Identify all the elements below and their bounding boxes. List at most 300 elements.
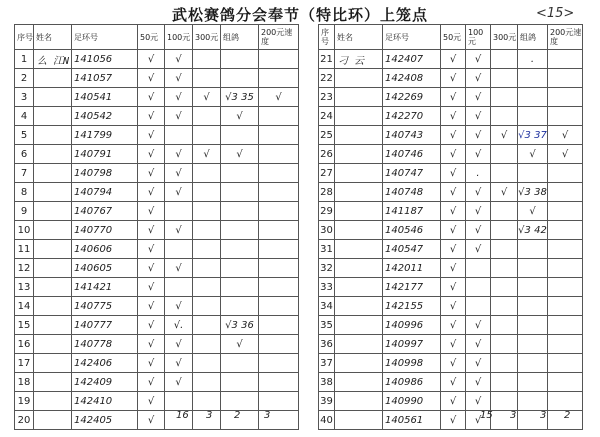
owner-name — [34, 126, 72, 145]
mark-200-speed — [259, 50, 299, 69]
mark-200-speed — [548, 202, 583, 221]
ring-number: 142269 — [383, 88, 441, 107]
total-combo: 2 — [234, 410, 241, 421]
owner-name: 么 江N — [34, 50, 72, 69]
mark-200-speed — [259, 297, 299, 316]
row-index: 39 — [319, 392, 335, 411]
owner-name — [335, 240, 383, 259]
mark-200-speed — [259, 164, 299, 183]
mark-100: √ — [165, 50, 193, 69]
mark-300 — [193, 354, 221, 373]
row-index: 24 — [319, 107, 335, 126]
mark-combo: √3 35 — [221, 88, 259, 107]
mark-50: √ — [138, 183, 165, 202]
mark-200-speed — [259, 145, 299, 164]
mark-300 — [491, 145, 518, 164]
owner-name — [335, 354, 383, 373]
owner-name — [335, 278, 383, 297]
row-index: 30 — [319, 221, 335, 240]
col-header-300: 300元 — [193, 25, 221, 50]
mark-300: √ — [491, 126, 518, 145]
mark-50: √ — [138, 88, 165, 107]
table-row — [319, 316, 583, 335]
ring-number: 142155 — [383, 297, 441, 316]
mark-50: √ — [138, 392, 165, 411]
mark-200-speed — [259, 183, 299, 202]
row-index: 10 — [15, 221, 34, 240]
col-header-50: 50元 — [138, 25, 165, 50]
mark-300 — [491, 373, 518, 392]
mark-50: √ — [441, 411, 466, 430]
row-index: 8 — [15, 183, 34, 202]
table-row — [319, 335, 583, 354]
mark-300 — [193, 335, 221, 354]
mark-50: √ — [441, 202, 466, 221]
mark-50: √ — [441, 88, 466, 107]
table-row — [15, 392, 299, 411]
ring-number: 140606 — [72, 240, 138, 259]
mark-100: √ — [466, 88, 491, 107]
mark-combo — [221, 259, 259, 278]
owner-name — [335, 316, 383, 335]
mark-100 — [165, 126, 193, 145]
mark-combo: √3 38 — [518, 183, 548, 202]
mark-50: √ — [138, 373, 165, 392]
owner-name — [34, 88, 72, 107]
right-totals — [318, 410, 582, 424]
mark-300 — [491, 392, 518, 411]
table-row — [15, 240, 299, 259]
mark-200-speed — [548, 164, 583, 183]
mark-100: √ — [466, 202, 491, 221]
mark-300 — [193, 278, 221, 297]
mark-200-speed — [548, 69, 583, 88]
mark-50: √ — [441, 392, 466, 411]
mark-100: √ — [165, 335, 193, 354]
row-index: 2 — [15, 69, 34, 88]
row-index: 12 — [15, 259, 34, 278]
ring-number: 140747 — [383, 164, 441, 183]
ring-number: 140778 — [72, 335, 138, 354]
mark-50: √ — [441, 164, 466, 183]
mark-300: √ — [193, 145, 221, 164]
mark-300 — [491, 316, 518, 335]
mark-300 — [193, 107, 221, 126]
mark-100 — [165, 202, 193, 221]
mark-300 — [193, 183, 221, 202]
owner-name — [335, 392, 383, 411]
mark-combo — [518, 88, 548, 107]
col-header-ring: 足环号 — [72, 25, 138, 50]
mark-300: √ — [491, 183, 518, 202]
mark-300 — [491, 164, 518, 183]
owner-name — [34, 335, 72, 354]
owner-name — [335, 297, 383, 316]
owner-name — [335, 88, 383, 107]
mark-100: √ — [466, 145, 491, 164]
mark-100: √ — [466, 50, 491, 69]
row-index: 18 — [15, 373, 34, 392]
mark-200-speed — [548, 221, 583, 240]
mark-300 — [491, 278, 518, 297]
mark-50: √ — [441, 50, 466, 69]
col-header-combo: 组鸽 — [221, 25, 259, 50]
mark-100: √ — [165, 354, 193, 373]
table-row — [15, 202, 299, 221]
mark-50: √ — [138, 240, 165, 259]
mark-200-speed — [548, 183, 583, 202]
page-title: 武松赛鸽分会奉节（特比环）上笼点 — [171, 6, 428, 24]
table-row — [319, 88, 583, 107]
mark-50: √ — [138, 411, 165, 430]
ring-number: 140746 — [383, 145, 441, 164]
mark-100: √ — [165, 164, 193, 183]
ring-number: 140777 — [72, 316, 138, 335]
owner-name — [335, 373, 383, 392]
row-index: 23 — [319, 88, 335, 107]
mark-combo — [221, 50, 259, 69]
mark-100: √ — [466, 411, 491, 430]
mark-100: . — [466, 164, 491, 183]
table-row — [319, 221, 583, 240]
table-row — [319, 278, 583, 297]
col-header-200-speed: 200元速度 — [548, 25, 583, 50]
mark-100: √ — [466, 69, 491, 88]
mark-100 — [466, 278, 491, 297]
row-index: 35 — [319, 316, 335, 335]
mark-200-speed — [548, 107, 583, 126]
mark-combo — [518, 107, 548, 126]
mark-300 — [491, 202, 518, 221]
mark-300 — [193, 221, 221, 240]
table-row — [319, 50, 583, 69]
mark-200-speed: √ — [548, 145, 583, 164]
row-index: 22 — [319, 69, 335, 88]
header-row — [15, 25, 299, 50]
mark-50: √ — [138, 145, 165, 164]
mark-100: √. — [165, 316, 193, 335]
mark-50: √ — [441, 221, 466, 240]
ring-number: 142410 — [72, 392, 138, 411]
mark-100 — [466, 259, 491, 278]
ring-number: 142408 — [383, 69, 441, 88]
mark-combo — [221, 69, 259, 88]
mark-100: √ — [165, 373, 193, 392]
row-index: 9 — [15, 202, 34, 221]
mark-300 — [193, 69, 221, 88]
table-row — [15, 69, 299, 88]
mark-combo — [221, 278, 259, 297]
mark-300 — [491, 240, 518, 259]
mark-50: √ — [441, 107, 466, 126]
row-index: 25 — [319, 126, 335, 145]
mark-200-speed — [548, 50, 583, 69]
mark-200-speed — [259, 373, 299, 392]
ring-number: 142011 — [383, 259, 441, 278]
row-index: 36 — [319, 335, 335, 354]
mark-300 — [193, 373, 221, 392]
owner-name — [335, 183, 383, 202]
table-row — [319, 126, 583, 145]
mark-300 — [193, 164, 221, 183]
mark-combo — [221, 183, 259, 202]
row-index: 26 — [319, 145, 335, 164]
mark-300 — [193, 259, 221, 278]
ring-number: 140791 — [72, 145, 138, 164]
mark-300 — [491, 297, 518, 316]
owner-name — [34, 164, 72, 183]
left-totals — [14, 410, 298, 424]
col-header-100: 100元 — [466, 25, 491, 50]
mark-200-speed — [548, 316, 583, 335]
mark-100: √ — [165, 183, 193, 202]
table-row — [15, 278, 299, 297]
row-index: 37 — [319, 354, 335, 373]
ring-number: 142270 — [383, 107, 441, 126]
mark-combo — [221, 126, 259, 145]
total-100: 3 — [510, 410, 517, 421]
ring-number: 142406 — [72, 354, 138, 373]
mark-combo — [221, 240, 259, 259]
mark-300 — [193, 316, 221, 335]
mark-combo: √3 37 — [518, 126, 548, 145]
ring-number: 140561 — [383, 411, 441, 430]
mark-100: √ — [466, 183, 491, 202]
mark-50: √ — [441, 69, 466, 88]
col-header-name: 姓名 — [335, 25, 383, 50]
row-index: 17 — [15, 354, 34, 373]
mark-50: √ — [138, 202, 165, 221]
owner-name — [335, 202, 383, 221]
table-row — [15, 126, 299, 145]
ring-number: 141187 — [383, 202, 441, 221]
ring-number: 140798 — [72, 164, 138, 183]
mark-50: √ — [138, 164, 165, 183]
mark-combo: √ — [221, 107, 259, 126]
table-row — [15, 145, 299, 164]
total-50: 16 — [176, 410, 189, 421]
col-header-idx: 序号 — [319, 25, 335, 50]
left-table — [14, 24, 299, 430]
mark-200-speed — [259, 278, 299, 297]
table-row — [15, 373, 299, 392]
owner-name — [34, 202, 72, 221]
mark-combo: √ — [518, 145, 548, 164]
ring-number: 140770 — [72, 221, 138, 240]
mark-50: √ — [138, 50, 165, 69]
owner-name — [34, 392, 72, 411]
ring-number: 140990 — [383, 392, 441, 411]
mark-combo: √3 36 — [221, 316, 259, 335]
ring-number: 140996 — [383, 316, 441, 335]
row-index: 19 — [15, 392, 34, 411]
mark-100: √ — [165, 107, 193, 126]
table-row — [319, 373, 583, 392]
ring-number: 140547 — [383, 240, 441, 259]
table-row — [319, 107, 583, 126]
owner-name — [34, 240, 72, 259]
owner-name — [335, 145, 383, 164]
row-index: 28 — [319, 183, 335, 202]
mark-combo — [221, 297, 259, 316]
mark-100: √ — [466, 221, 491, 240]
mark-200-speed: √ — [548, 126, 583, 145]
mark-combo: √ — [221, 335, 259, 354]
mark-combo — [221, 373, 259, 392]
mark-100: √ — [466, 354, 491, 373]
mark-100: √ — [165, 297, 193, 316]
mark-200-speed: √ — [259, 88, 299, 107]
owner-name — [34, 373, 72, 392]
mark-combo: √ — [518, 202, 548, 221]
table-row — [319, 259, 583, 278]
row-index: 38 — [319, 373, 335, 392]
table-row — [15, 164, 299, 183]
mark-100: √ — [466, 126, 491, 145]
ring-number: 142405 — [72, 411, 138, 430]
page-number: <15> — [536, 6, 575, 21]
owner-name — [34, 316, 72, 335]
mark-100: √ — [466, 335, 491, 354]
mark-200-speed — [259, 221, 299, 240]
ring-number: 142177 — [383, 278, 441, 297]
table-row — [15, 50, 299, 69]
mark-200-speed — [548, 335, 583, 354]
mark-combo — [518, 240, 548, 259]
table-row — [15, 221, 299, 240]
ring-number: 141421 — [72, 278, 138, 297]
mark-200-speed — [548, 373, 583, 392]
table-row — [15, 259, 299, 278]
row-index: 6 — [15, 145, 34, 164]
mark-200-speed — [259, 202, 299, 221]
mark-100: √ — [165, 221, 193, 240]
mark-300 — [491, 221, 518, 240]
mark-200-speed — [259, 107, 299, 126]
mark-200-speed — [259, 240, 299, 259]
mark-combo — [221, 202, 259, 221]
mark-200-speed — [259, 126, 299, 145]
total-100: 3 — [206, 410, 213, 421]
row-index: 16 — [15, 335, 34, 354]
table-row — [15, 335, 299, 354]
mark-300 — [491, 354, 518, 373]
right-table — [318, 24, 583, 430]
mark-combo — [518, 164, 548, 183]
mark-300 — [193, 392, 221, 411]
row-index: 20 — [15, 411, 34, 430]
mark-combo — [518, 69, 548, 88]
owner-name — [34, 354, 72, 373]
mark-50: √ — [441, 335, 466, 354]
ring-number: 141056 — [72, 50, 138, 69]
mark-300 — [491, 107, 518, 126]
mark-300 — [193, 126, 221, 145]
mark-combo — [518, 354, 548, 373]
mark-combo — [518, 259, 548, 278]
mark-200-speed — [548, 278, 583, 297]
total-combo: 2 — [564, 410, 571, 421]
mark-100 — [165, 240, 193, 259]
mark-100: √ — [466, 107, 491, 126]
mark-200-speed — [548, 88, 583, 107]
owner-name — [34, 183, 72, 202]
mark-50: √ — [441, 145, 466, 164]
ring-number: 140605 — [72, 259, 138, 278]
owner-name — [335, 221, 383, 240]
mark-300 — [491, 69, 518, 88]
mark-50: √ — [441, 183, 466, 202]
mark-300 — [193, 50, 221, 69]
col-header-200-speed: 200元速度 — [259, 25, 299, 50]
mark-200-speed — [259, 316, 299, 335]
mark-100: √ — [165, 88, 193, 107]
owner-name — [335, 259, 383, 278]
col-header-ring: 足环号 — [383, 25, 441, 50]
ring-number: 141799 — [72, 126, 138, 145]
owner-name — [34, 145, 72, 164]
mark-50: √ — [138, 316, 165, 335]
owner-name — [335, 107, 383, 126]
mark-combo — [221, 354, 259, 373]
mark-combo: √3 42 — [518, 221, 548, 240]
mark-100: √ — [165, 145, 193, 164]
mark-combo — [518, 316, 548, 335]
mark-300 — [491, 259, 518, 278]
row-index: 15 — [15, 316, 34, 335]
row-index: 3 — [15, 88, 34, 107]
total-300: 3 — [540, 410, 547, 421]
mark-combo — [221, 221, 259, 240]
mark-200-speed — [548, 259, 583, 278]
table-row — [319, 183, 583, 202]
row-index: 14 — [15, 297, 34, 316]
row-index: 34 — [319, 297, 335, 316]
mark-100 — [466, 297, 491, 316]
ring-number: 140775 — [72, 297, 138, 316]
mark-50: √ — [138, 297, 165, 316]
table-row — [319, 392, 583, 411]
col-header-50: 50元 — [441, 25, 466, 50]
mark-300 — [193, 240, 221, 259]
owner-name — [335, 69, 383, 88]
table-row — [319, 164, 583, 183]
mark-50: √ — [441, 240, 466, 259]
row-index: 11 — [15, 240, 34, 259]
table-row — [319, 202, 583, 221]
ring-number: 142407 — [383, 50, 441, 69]
row-index: 21 — [319, 50, 335, 69]
mark-100: √ — [466, 392, 491, 411]
mark-100: √ — [165, 69, 193, 88]
ring-number: 140546 — [383, 221, 441, 240]
ring-number: 140767 — [72, 202, 138, 221]
mark-50: √ — [138, 69, 165, 88]
total-50: 15 — [480, 410, 493, 421]
owner-name — [34, 221, 72, 240]
mark-50: √ — [441, 373, 466, 392]
ring-number: 140997 — [383, 335, 441, 354]
mark-50: √ — [138, 259, 165, 278]
owner-name: 刁 云 — [335, 50, 383, 69]
table-row — [15, 107, 299, 126]
ring-number: 140541 — [72, 88, 138, 107]
table-row — [319, 354, 583, 373]
mark-combo — [221, 164, 259, 183]
mark-100 — [165, 392, 193, 411]
ring-number: 140542 — [72, 107, 138, 126]
row-index: 29 — [319, 202, 335, 221]
